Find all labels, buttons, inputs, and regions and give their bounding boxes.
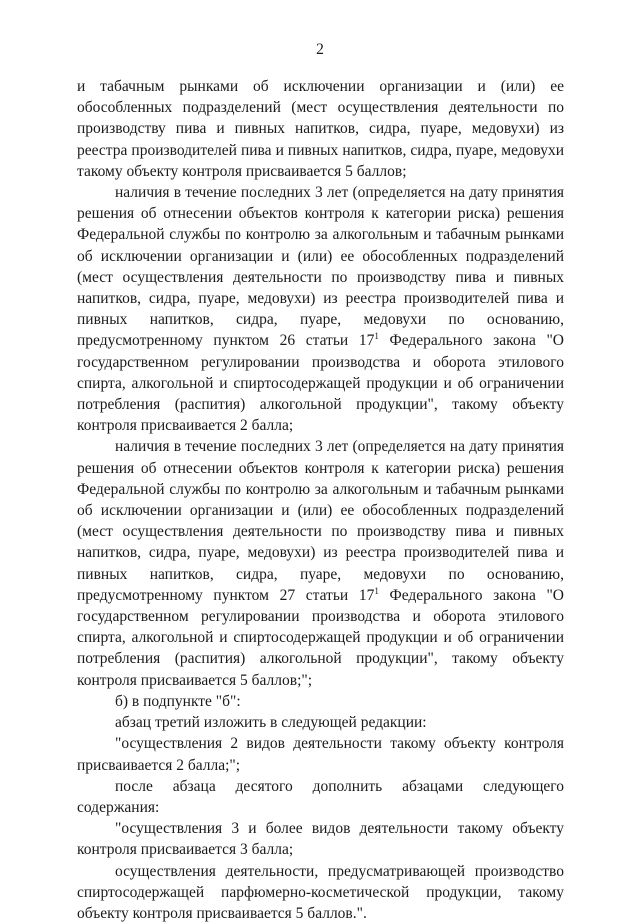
- paragraph-text: Федерального закона "О государственном регулировании производства и оборота этилового спирта, алкогольной и спиртосодержащей продукции и об ограничении потребления (распития) алкогольной продукции", такому объекту контроля присваивается 5 баллов;";: [77, 586, 564, 689]
- paragraph-text: наличия в течение последних 3 лет (определяется на дату принятия решения об отнесении объектов контроля к категории риска) решения Федеральной службы по контролю за алкогольным и табачным рынками об исключении организации и (или) ее обособленных подразделений (мест осуществления деятельности по производству пива и пивных напитков, сидра, пуаре, медовухи) из реестра производителей пива и пивных напитков, сидра, пуаре, медовухи по основанию, предусмотренному пунктом 26 статьи 17: [77, 184, 564, 350]
- paragraph-article-27: [77, 436, 564, 690]
- page-number: 2: [316, 41, 324, 58]
- paragraph-continuation: и табачным рынками об исключении организации и (или) ее обособленных подразделений (мест осуществления деятельности по производству пива и пивных напитков, сидра, пуаре, медовухи) из реестра производителей пива и пивных напитков, сидра, пуаре, медовухи такому объекту контроля присваивается 5 баллов;: [77, 78, 564, 180]
- paragraph-instruction: абзац третий изложить в следующей редакции:: [115, 714, 427, 732]
- paragraph-subpoint-b: б) в подпункте "б":: [115, 692, 241, 710]
- paragraph-quote: "осуществления 2 видов деятельности такому объекту контроля присваивается 2 балла;";: [77, 735, 564, 774]
- superscript: 1: [374, 585, 379, 596]
- paragraph-article-26: [77, 182, 564, 436]
- paragraph-text: Федерального закона "О государственном регулировании производства и оборота этилового спирта, алкогольной и спиртосодержащей продукции и об ограничении потребления (распития) алкогольной продукции", такому объекту контроля присваивается 2 балла;: [77, 332, 564, 435]
- paragraph-instruction: после абзаца десятого дополнить абзацами следующего содержания:: [77, 777, 564, 816]
- paragraph-quote: "осуществления 3 и более видов деятельности такому объекту контроля присваивается 3 балла;: [77, 820, 564, 859]
- superscript: 1: [374, 331, 379, 342]
- paragraph-quote: осуществления деятельности, предусматривающей производство спиртосодержащей парфюмерно-косметической продукции, такому объекту контроля присваивается 5 баллов.".: [77, 862, 564, 922]
- paragraph-text: наличия в течение последних 3 лет (определяется на дату принятия решения об отнесении объектов контроля к категории риска) решения Федеральной службы по контролю за алкогольным и табачным рынками об исключении организации и (или) ее обособленных подразделений (мест осуществления деятельности по производству пива и пивных напитков, сидра, пуаре, медовухи) из реестра производителей пива и пивных напитков, сидра, пуаре, медовухи по основанию, предусмотренному пунктом 27 статьи 17: [77, 438, 564, 604]
- document-body: [77, 76, 564, 924]
